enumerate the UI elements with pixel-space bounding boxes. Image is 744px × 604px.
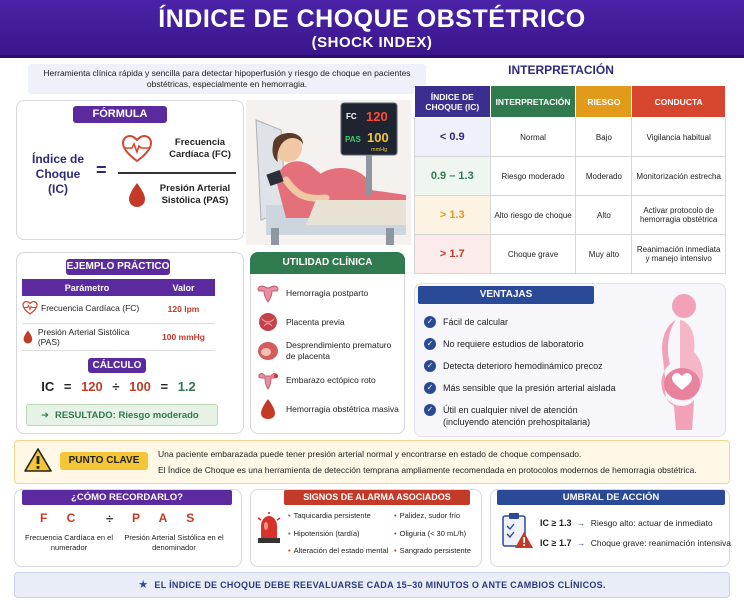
clipboard-alert-icon (500, 512, 534, 552)
pregnant-woman-icon (640, 290, 722, 434)
calc-fc: 120 (81, 379, 103, 394)
action-cell: Vigilancia habitual (632, 118, 726, 157)
siren-icon (256, 512, 282, 544)
alarm-sign: • Taquicardia persistente (288, 511, 371, 520)
interpretation-table (414, 85, 726, 274)
risk-cell: Bajo (576, 118, 632, 157)
calc-result: 1.2 (177, 379, 196, 394)
warning-icon (24, 447, 52, 473)
interp-cell: Normal (490, 118, 576, 157)
table-row (22, 323, 215, 350)
interpretation-title: INTERPRETACIÓN (508, 63, 614, 77)
heart-pulse-icon (22, 301, 38, 315)
calc-eq1: = (63, 379, 72, 394)
arrow-right-icon: → (576, 538, 586, 548)
interp-cell: Choque grave (490, 235, 576, 274)
umbral-text: Choque grave: reanimación intensiva (590, 538, 732, 548)
ventajas-title: VENTAJAS (418, 286, 594, 304)
result-box (26, 404, 218, 426)
table-row (415, 235, 726, 274)
footer-text: EL ÍNDICE DE CHOQUE DEBE REEVALUARSE CADA 15–30 MINUTOS O ANTE CAMBIOS CLÍNICOS. (154, 580, 606, 590)
calc-pill: CÁLCULO (88, 358, 146, 373)
pas-explanation: Presión Arterial Sistólica en el denominador (124, 533, 224, 552)
umbral-cond: IC ≥ 1.7 (540, 538, 572, 548)
col-header-riesgo: RIESGO (576, 86, 632, 118)
division-sign: ÷ (106, 511, 114, 526)
monitor-pas-label: PAS (345, 135, 361, 144)
alarm-sign: • Sangrado persistente (394, 546, 471, 555)
list-item: ✓ Útil en cualquier nivel de atención (incluyendo atención prehospitalaria) (424, 404, 624, 428)
result-text: RESULTADO: Riesgo moderado (54, 410, 199, 421)
interp-cell: Alto riesgo de choque (490, 196, 576, 235)
alarma-title: SIGNOS DE ALARMA ASOCIADOS (284, 490, 470, 505)
calc-ic: IC (41, 379, 55, 394)
alarm-sign: • Oliguria (< 30 mL/h) (394, 529, 466, 538)
list-item: ✓ Fácil de calcular (424, 316, 644, 328)
formula-numerator: Frecuencia Cardíaca (FC) (169, 137, 231, 160)
check-icon: ✓ (424, 382, 436, 394)
fc-explanation: Frecuencia Cardíaca en el numerador (25, 533, 113, 552)
monitor-pas-unit: mmHg (371, 147, 388, 153)
check-icon: ✓ (424, 316, 436, 328)
param-value: 120 lpm (152, 296, 215, 323)
action-cell: Reanimación inmediata y manejo intensivo (632, 235, 726, 274)
intro-text: Herramienta clínica rápida y sencilla para detectar hipoperfusión y riesgo de choque en pacientes obstétricas, especialmente en hemorragia. (28, 64, 426, 94)
param-label: Frecuencia Cardíaca (FC) (41, 303, 140, 314)
fraction-line (118, 172, 236, 174)
list-item: Placenta previa (256, 307, 401, 336)
table-row (415, 196, 726, 235)
risk-cell: Alto (576, 196, 632, 235)
alarm-sign: • Hipotensión (tardía) (288, 529, 360, 538)
punto-clave-label: PUNTO CLAVE (60, 452, 148, 470)
list-item: ✓ Más sensible que la presión arterial aislada (424, 382, 644, 394)
check-icon: ✓ (424, 404, 436, 416)
punto-clave-line2: El Índice de Choque es una herramienta de detección temprana ampliamente recomendada en protocolos modernos de hemorragia obstétrica. (158, 465, 697, 475)
check-icon: ✓ (424, 360, 436, 372)
list-item: Hemorragia obstétrica masiva (256, 394, 401, 423)
ectopic-pregnancy-icon (256, 369, 280, 391)
action-cell: Activar protocolo de hemorragia obstétrica (632, 196, 726, 235)
risk-cell: Moderado (576, 157, 632, 196)
col-header-conducta: CONDUCTA (632, 86, 726, 118)
table-row (415, 118, 726, 157)
table-row (415, 157, 726, 196)
list-item: Embarazo ectópico roto (256, 365, 401, 394)
table-row (22, 296, 215, 323)
col-header-valor: Valor (152, 279, 215, 296)
ic-value: 0.9 – 1.3 (415, 157, 491, 196)
col-header-interpretacion: INTERPRETACIÓN (490, 86, 576, 118)
arrow-right-icon: ➜ (41, 410, 49, 421)
col-header-parametro: Parámetro (22, 279, 152, 296)
placenta-detachment-icon (256, 340, 280, 362)
monitor-pas-value: 100 (367, 130, 389, 145)
formula-pill: FÓRMULA (73, 106, 167, 123)
heart-pulse-icon (122, 135, 152, 163)
patient-illustration (246, 100, 411, 245)
ic-value: > 1.3 (415, 196, 491, 235)
alarm-sign: • Alteración del estado mental (288, 546, 388, 555)
ic-value: > 1.7 (415, 235, 491, 274)
fc-letters: F C (40, 511, 84, 525)
monitor-fc-label: FC (346, 112, 357, 121)
umbral-title: UMBRAL DE ACCIÓN (497, 490, 725, 505)
star-icon: ★ (138, 579, 149, 591)
equals-sign: = (96, 160, 107, 180)
blood-drop-icon (256, 398, 280, 420)
utility-title: UTILIDAD CLÍNICA (250, 252, 405, 274)
action-cell: Monitorización estrecha (632, 157, 726, 196)
pas-letters: P A S (132, 511, 203, 525)
ic-value: < 0.9 (415, 118, 491, 157)
list-item: ✓ No requiere estudios de laboratorio (424, 338, 644, 350)
check-icon: ✓ (424, 338, 436, 350)
monitor-fc-value: 120 (366, 109, 388, 124)
punto-clave-line1: Una paciente embarazada puede tener presión arterial normal y encontrarse en estado de choque compensado. (158, 449, 582, 459)
calc-eq2: = (160, 379, 169, 394)
param-label: Presión Arterial Sistólica (PAS) (37, 326, 130, 347)
blood-drop-icon (127, 182, 147, 208)
umbral-row (540, 518, 713, 528)
list-item: Desprendimiento prematuro de placenta (256, 336, 401, 365)
umbral-cond: IC ≥ 1.3 (540, 518, 572, 528)
param-value: 100 mmHg (152, 323, 215, 350)
umbral-text: Riesgo alto: actuar de inmediato (590, 518, 713, 528)
interp-cell: Riesgo moderado (490, 157, 576, 196)
list-item: ✓ Detecta deterioro hemodinámico precoz (424, 360, 644, 372)
example-pill: EJEMPLO PRÁCTICO (66, 259, 170, 275)
page-subtitle: (SHOCK INDEX) (311, 34, 433, 51)
umbral-row (540, 538, 731, 548)
page-title: ÍNDICE DE CHOQUE OBSTÉTRICO (158, 5, 586, 33)
risk-cell: Muy alto (576, 235, 632, 274)
calc-div: ÷ (112, 379, 120, 394)
calc-pas: 100 (129, 379, 151, 394)
alarm-sign: • Palidez, sudor frío (394, 511, 460, 520)
calc-equation (22, 379, 215, 394)
uterus-icon (256, 282, 280, 304)
ic-label: Índice de Choque (IC) (31, 152, 84, 196)
col-header-indice: ÍNDICE DE CHOQUE (IC) (415, 86, 491, 118)
footer-banner (14, 572, 730, 598)
parameter-table (22, 279, 215, 351)
list-item: Hemorragia postparto (256, 278, 401, 307)
recordar-title: ¿CÓMO RECORDARLO? (22, 490, 232, 505)
arrow-right-icon: → (576, 518, 586, 528)
placenta-icon (256, 311, 280, 333)
formula-denominator: Presión Arterial Sistólica (PAS) (159, 183, 231, 206)
blood-drop-icon (22, 330, 34, 344)
